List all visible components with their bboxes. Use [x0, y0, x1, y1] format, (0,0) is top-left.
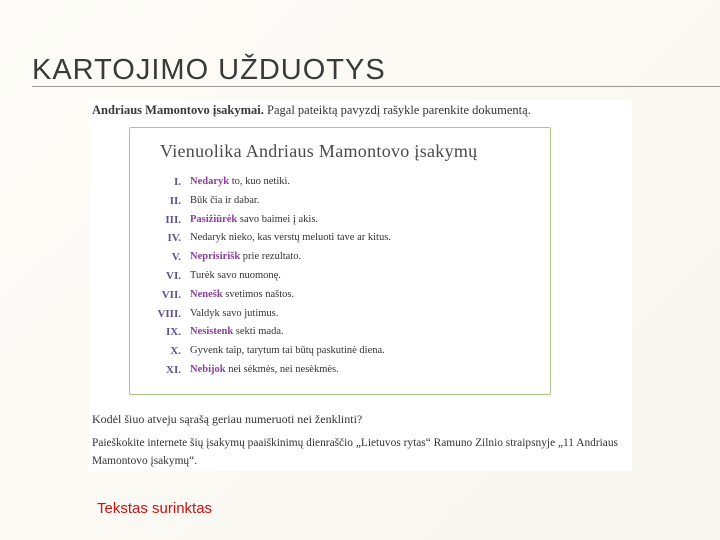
- list-item: [130, 343, 550, 362]
- list-numeral: III.: [165, 213, 181, 226]
- list-numeral: XI.: [166, 363, 181, 376]
- panel-header-bold: Andriaus Mamontovo įsakymai.: [92, 103, 264, 117]
- list-item: [130, 174, 550, 193]
- list-numeral: VI.: [166, 269, 181, 282]
- list-text: Valdyk savo jutimus.: [190, 307, 279, 319]
- panel-header: [92, 103, 629, 118]
- list-numeral: X.: [170, 345, 181, 358]
- list-item: [130, 193, 550, 212]
- list-numeral: V.: [171, 251, 181, 264]
- list-item: [130, 212, 550, 231]
- list-text: Turėk savo nuomonę.: [190, 269, 281, 281]
- panel-header-text: Pagal pateiktą pavyzdį rašykle parenkite dokumentą.: [263, 103, 531, 117]
- list-numeral: VIII.: [157, 307, 181, 320]
- footer-note: Tekstas surinktas: [97, 500, 213, 517]
- question-text: Kodėl šiuo atveju sąrašą geriau numeruoti nei ženklinti?: [92, 412, 363, 426]
- list-item: [130, 324, 550, 343]
- document-image-panel: [89, 100, 632, 471]
- list-item: [130, 362, 550, 381]
- list-text: Nenešk svetimos naštos.: [190, 288, 295, 300]
- card-title: Vienuolika Andriaus Mamontovo įsakymų: [160, 141, 478, 161]
- list-numeral: II.: [169, 194, 181, 207]
- list-numeral: IV.: [167, 232, 181, 245]
- title-divider: [32, 86, 720, 87]
- list-numeral: IX.: [166, 326, 181, 339]
- list-text: Nedaryk to, kuo netiki.: [190, 176, 291, 187]
- list-text: Neprisirišk prie rezultato.: [190, 251, 302, 263]
- list-text: Nesistenk sekti mada.: [190, 326, 284, 338]
- list-item: [130, 306, 550, 325]
- list-item: [130, 230, 550, 249]
- list-text: Būk čia ir dabar.: [190, 194, 260, 206]
- list-text: Nebijok nei sėkmės, nei nesėkmės.: [190, 363, 339, 375]
- list-item: [130, 268, 550, 287]
- list-numeral: I.: [173, 176, 181, 188]
- list-text: Nedaryk nieko, kas verstų meluoti tave ar kitus.: [190, 232, 391, 244]
- list-numeral: VII.: [161, 288, 181, 301]
- list-text: Pasižiūrėk savo baimei į akis.: [190, 213, 319, 225]
- instruction-text: Paieškokite internete šių įsakymų paaiškinimų dienraščio „Lietuvos rytas“ Ramuno Zilnio straipsnyje „11 Andriaus Mamontovo įsakymų“.: [92, 437, 618, 467]
- commandments-list: [130, 174, 550, 381]
- list-text: Gyvenk taip, tarytum tai būtų paskutinė diena.: [190, 345, 385, 357]
- slide-title: KARTOJIMO UŽDUOTYS: [32, 54, 386, 86]
- list-item: [130, 287, 550, 306]
- list-item: [130, 249, 550, 268]
- commandments-card: [129, 127, 551, 395]
